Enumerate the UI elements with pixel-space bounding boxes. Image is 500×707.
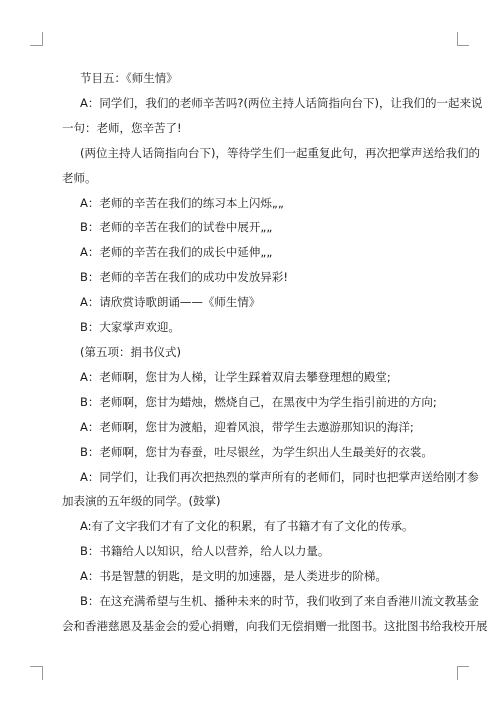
crop-mark-top-right-horizontal (457, 45, 469, 46)
paragraph-line: B：书籍给人以知识，给人以营养，给人以力量。 (80, 544, 330, 559)
paragraph-line: A：老师啊，您甘为渡船，迎着风浪，带学生去遨游那知识的海洋; (80, 419, 414, 434)
paragraph-line: A：老师的辛苦在我们的成长中延伸„„ (80, 245, 273, 260)
paragraph-line: A：老师啊，您甘为人梯，让学生踩着双肩去攀登理想的殿堂; (80, 369, 391, 384)
program-title: 节目五：《师生情》 (80, 71, 178, 85)
paragraph-line: 加表演的五年级的同学。(鼓掌) (62, 494, 221, 509)
paragraph-line: B：老师的辛苦在我们的试卷中展开„„ (80, 220, 273, 235)
paragraph-line: B：在这充满希望与生机、播种未来的时节，我们收到了来自香港川流文教基金 (80, 594, 479, 609)
paragraph-line: A：同学们，我们的老师辛苦吗?(两位主持人话筒指向台下)，让我们的一起来说 (80, 95, 483, 110)
paragraph-line: B：大家掌声欢迎。 (80, 320, 180, 335)
paragraph-line: A：老师的辛苦在我们的练习本上闪烁„„ (80, 195, 284, 210)
document-body (62, 66, 488, 639)
paragraph-line: 会和香港慈恩及基金会的爱心捐赠，向我们无偿捐赠一批图书。这批图书给我校开展 (62, 618, 488, 633)
section-heading: (第五项：捐书仪式) (80, 344, 181, 359)
paragraph-line: 老师。 (62, 170, 97, 185)
paragraph-line: B：老师啊，您甘为蜡烛，燃烧自己，在黑夜中为学生指引前进的方向; (80, 394, 437, 409)
crop-mark-top-right-vertical (457, 32, 458, 46)
paragraph-line: A：书是智慧的钥匙，是文明的加速器，是人类进步的阶梯。 (80, 569, 387, 584)
crop-mark-bottom-right-vertical (457, 666, 458, 680)
paragraph-line: (两位主持人话筒指向台下)，等待学生们一起重复此句，再次把掌声送给我们的 (80, 145, 480, 160)
crop-mark-bottom-left-vertical (42, 666, 43, 680)
paragraph-line: B：老师啊，您甘为春蚕，吐尽银丝，为学生织出人生最美好的衣裳。 (80, 444, 433, 459)
paragraph-line: B：老师的辛苦在我们的成功中发放异彩! (80, 270, 288, 285)
paragraph-line: 一句：老师，您辛苦了! (62, 120, 182, 135)
paragraph-line: A:有了文字我们才有了文化的积累，有了书籍才有了文化的传承。 (80, 519, 414, 534)
crop-mark-bottom-right-horizontal (457, 666, 469, 667)
crop-mark-top-left-vertical (42, 32, 43, 46)
paragraph-line: A：同学们，让我们再次把热烈的掌声所有的老师们，同时也把掌声送给刚才参 (80, 469, 479, 484)
crop-mark-top-left-horizontal (30, 45, 42, 46)
paragraph-line: A：请欣赏诗歌朗诵——《师生情》 (80, 295, 261, 310)
crop-mark-bottom-left-horizontal (30, 666, 42, 667)
